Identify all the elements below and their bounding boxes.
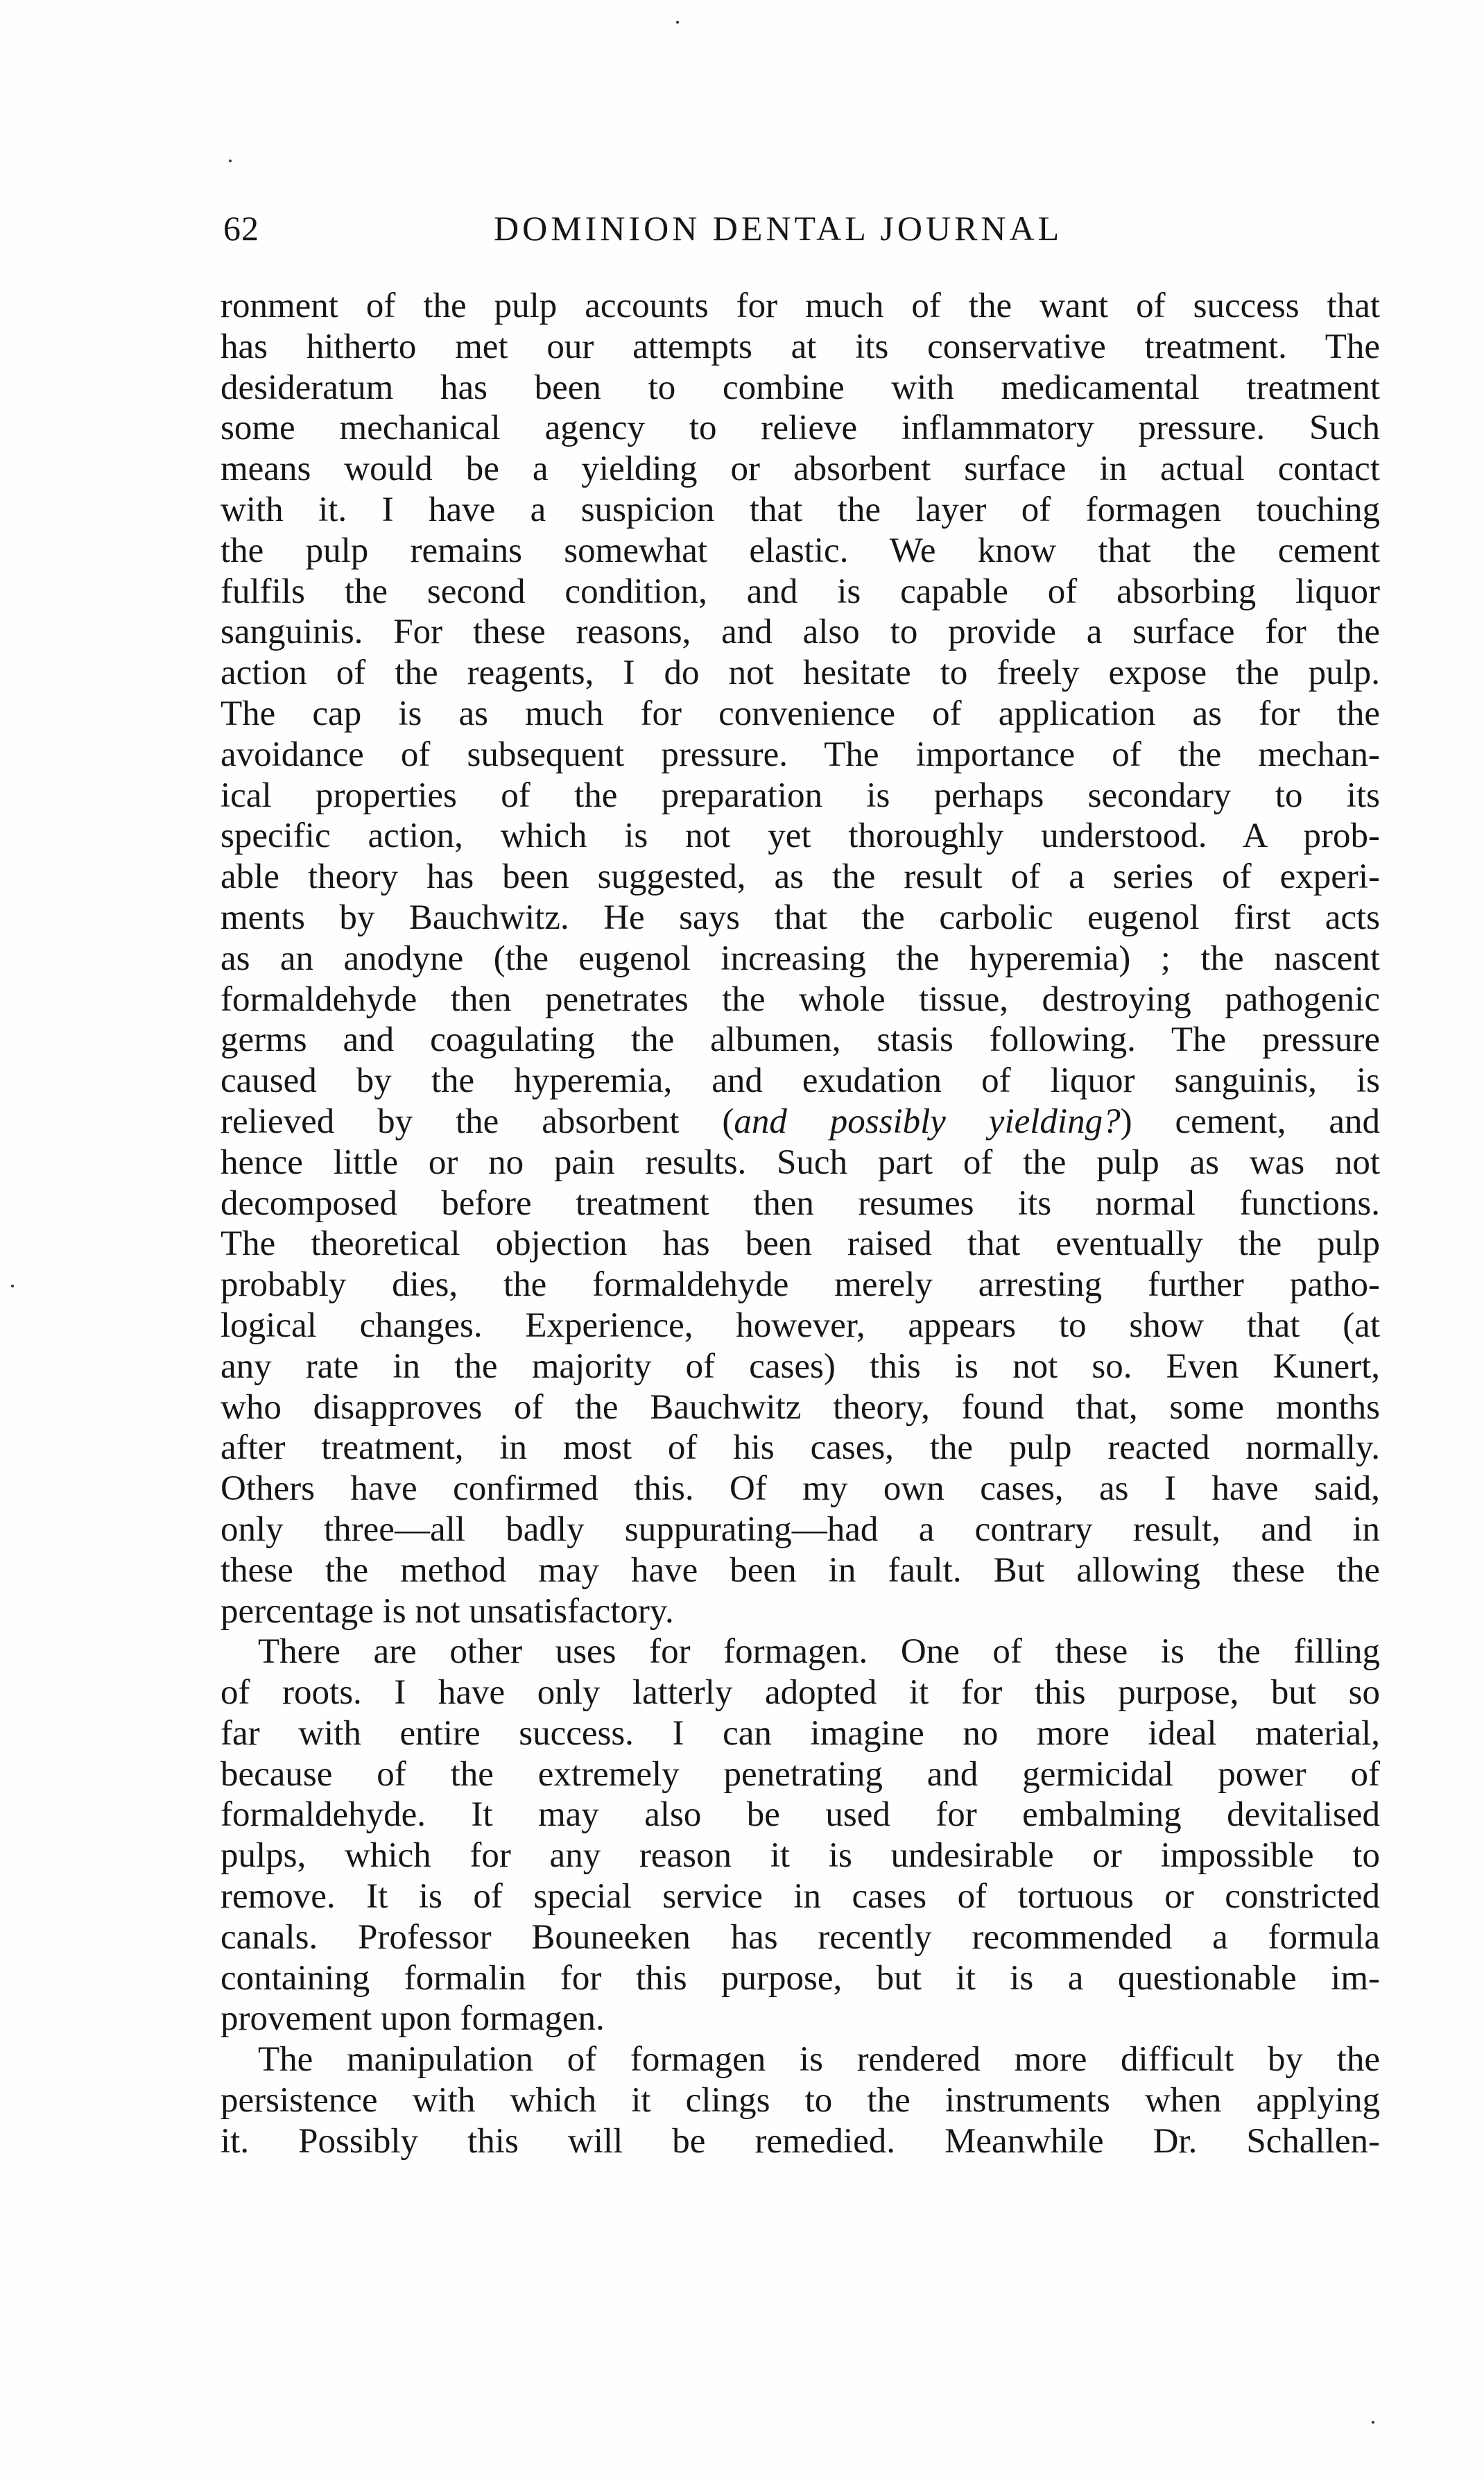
text-line: desideratum has been to combine with medicamental treatment	[221, 368, 1380, 407]
text-segment: ) cement, and	[1120, 1102, 1380, 1141]
text-line: avoidance of subsequent pressure. The importance of the mechan-	[221, 735, 1380, 774]
text-line: canals. Professor Bouneeken has recently recommended a formula	[221, 1917, 1380, 1957]
italic-phrase: and possibly yielding?	[734, 1102, 1121, 1141]
text-line: because of the extremely penetrating and germicidal power of	[221, 1754, 1380, 1794]
text-line: probably dies, the formaldehyde merely arresting further patho-	[221, 1265, 1380, 1305]
page-number: 62	[223, 209, 259, 248]
text-line-with-italic	[221, 1102, 1380, 1142]
scan-speck	[229, 160, 232, 162]
text-line: persistence with which it clings to the instruments when applying	[221, 2081, 1380, 2121]
text-line: fulfils the second condition, and is capable of absorbing liquor	[221, 572, 1380, 611]
text-line: Others have confirmed this. Of my own cases, as I have said,	[221, 1469, 1380, 1509]
scan-speck	[11, 1285, 14, 1287]
text-line: provement upon formagen.	[221, 1999, 605, 2039]
text-line: remove. It is of special service in cases of tortuous or constricted	[221, 1877, 1380, 1917]
text-line: as an anodyne (the eugenol increasing the hyperemia) ; the nascent	[221, 939, 1380, 978]
text-line: with it. I have a suspicion that the layer of formagen touching	[221, 490, 1380, 529]
text-line: containing formalin for this purpose, but it is a questionable im-	[221, 1958, 1380, 1998]
body-text	[221, 286, 1380, 2162]
text-line: pulps, which for any reason it is undesirable or impossible to	[221, 1836, 1380, 1876]
text-line: formaldehyde then penetrates the whole tissue, destroying pathogenic	[221, 979, 1380, 1019]
text-line: germs and coagulating the albumen, stasis following. The pressure	[221, 1020, 1380, 1060]
text-line: able theory has been suggested, as the result of a series of experi-	[221, 857, 1380, 897]
text-line: who disapproves of the Bauchwitz theory, found that, some months	[221, 1387, 1380, 1427]
text-line: the pulp remains somewhat elastic. We know that the cement	[221, 531, 1380, 570]
text-line: logical changes. Experience, however, appears to show that (at	[221, 1305, 1380, 1345]
text-line: ments by Bauchwitz. He says that the carbolic eugenol first acts	[221, 898, 1380, 937]
text-line: only three—all badly suppurating—had a contrary result, and in	[221, 1509, 1380, 1549]
text-line: action of the reagents, I do not hesitate to freely expose the pulp.	[221, 653, 1380, 693]
text-line: far with entire success. I can imagine no more ideal material,	[221, 1713, 1380, 1753]
text-line: ical properties of the preparation is perhaps secondary to its	[221, 776, 1380, 815]
text-line: has hitherto met our attempts at its conservative treatment. The	[221, 327, 1380, 366]
text-segment: relieved by the absorbent (	[221, 1102, 734, 1141]
page-header	[223, 208, 1374, 257]
text-line: The theoretical objection has been raised that eventually the pulp	[221, 1224, 1380, 1264]
text-line: means would be a yielding or absorbent surface in actual contact	[221, 449, 1380, 489]
text-line: of roots. I have only latterly adopted it for this purpose, but so	[221, 1673, 1380, 1713]
paragraph	[221, 1631, 1380, 2039]
text-line: these the method may have been in fault. But allowing these the	[221, 1550, 1380, 1590]
text-line: it. Possibly this will be remedied. Meanwhile Dr. Schallen-	[221, 2121, 1380, 2161]
text-line: after treatment, in most of his cases, the pulp reacted normally.	[221, 1428, 1380, 1468]
scan-speck	[1372, 2421, 1374, 2424]
text-line: The cap is as much for convenience of application as for the	[221, 694, 1380, 733]
text-line: formaldehyde. It may also be used for embalming devitalised	[221, 1795, 1380, 1835]
text-line: ronment of the pulp accounts for much of the want of success that	[221, 286, 1380, 325]
running-head: DOMINION DENTAL JOURNAL	[494, 209, 1063, 248]
text-line: sanguinis. For these reasons, and also to provide a surface for the	[221, 613, 1380, 652]
text-line: There are other uses for formagen. One of these is the filling	[258, 1632, 1380, 1672]
paragraph-continuation	[221, 286, 1380, 1631]
text-line: caused by the hyperemia, and exudation of liquor sanguinis, is	[221, 1061, 1380, 1101]
text-line: some mechanical agency to relieve inflammatory pressure. Such	[221, 409, 1380, 448]
paragraph	[221, 2039, 1380, 2161]
text-line: The manipulation of formagen is rendered more difficult by the	[258, 2040, 1380, 2080]
text-line: hence little or no pain results. Such part of the pulp as was not	[221, 1142, 1380, 1182]
text-line: specific action, which is not yet thoroughly understood. A prob-	[221, 816, 1380, 856]
text-line: any rate in the majority of cases) this is not so. Even Kunert,	[221, 1346, 1380, 1386]
text-line: decomposed before treatment then resumes its normal functions.	[221, 1183, 1380, 1223]
scan-speck	[676, 21, 679, 24]
text-line: percentage is not unsatisfactory.	[221, 1591, 674, 1631]
